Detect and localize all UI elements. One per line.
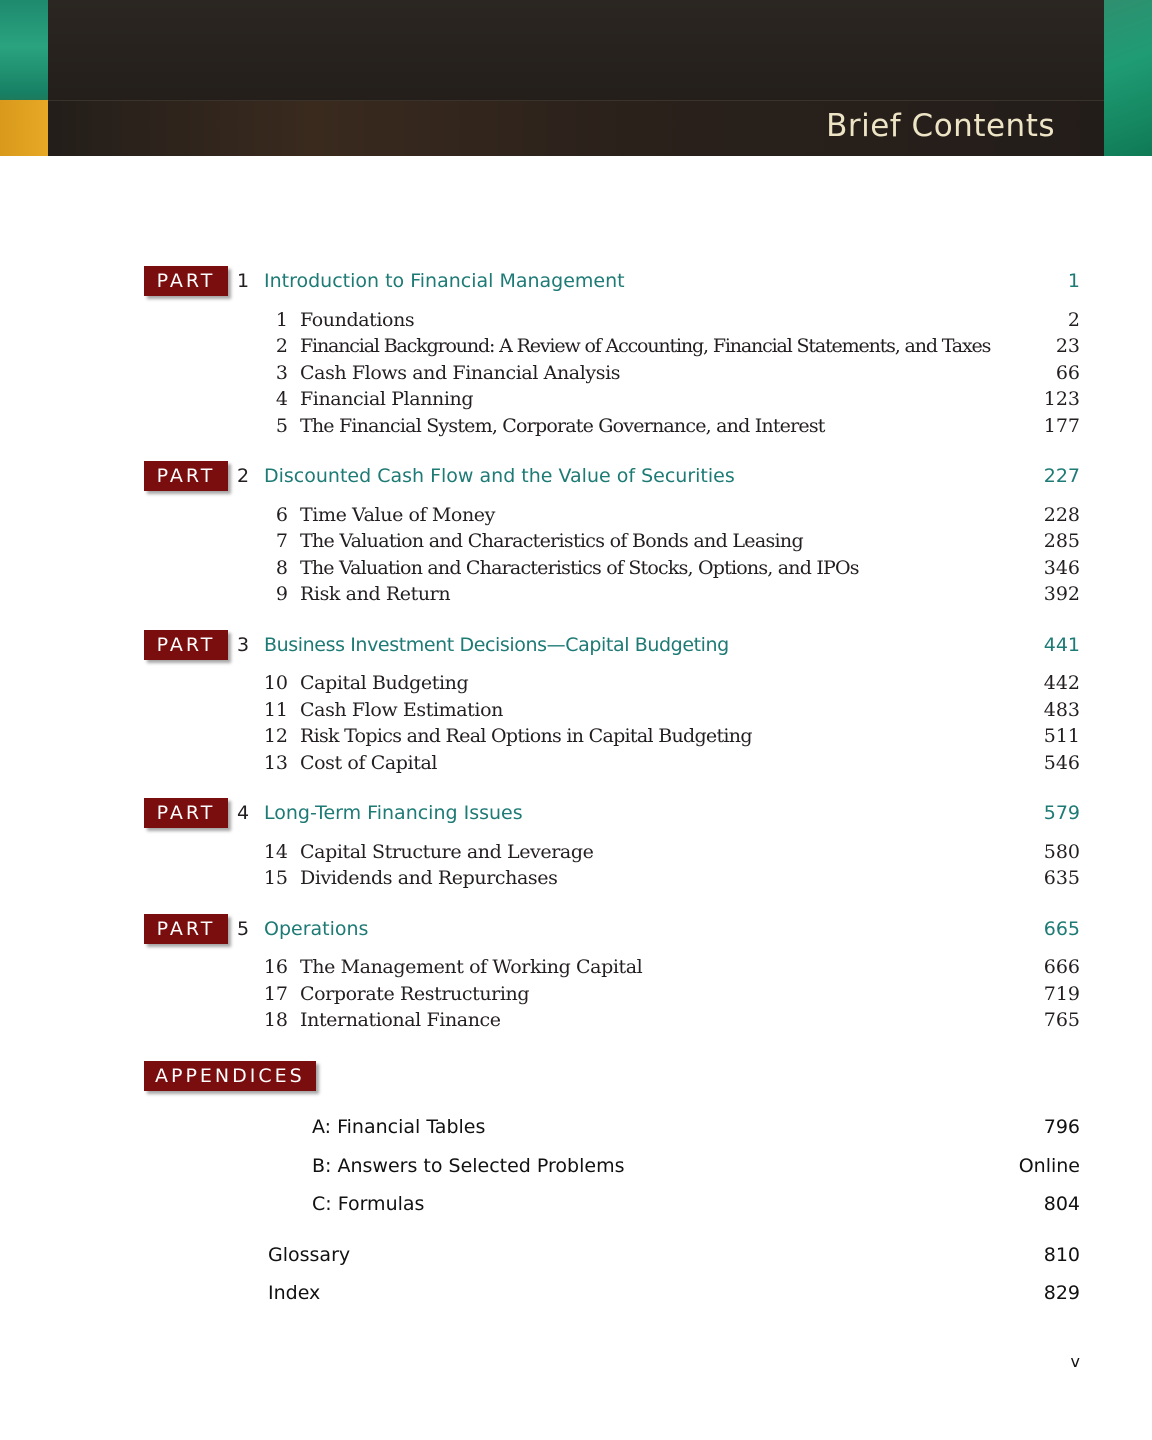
part-badge: PART <box>144 630 228 660</box>
chapter-number: 6 <box>275 504 288 526</box>
chapter-page: 2 <box>1067 309 1080 331</box>
chapter-title[interactable]: International Finance <box>300 1009 501 1031</box>
chapter-title[interactable]: Corporate Restructuring <box>300 983 530 1005</box>
appendix-page: 796 <box>1043 1116 1080 1138</box>
chapter-page: 66 <box>1055 362 1080 384</box>
part-number: 2 <box>236 465 250 487</box>
chapter-title[interactable]: Cost of Capital <box>300 752 438 774</box>
appendix-title[interactable]: B: Answers to Selected Problems <box>312 1155 625 1177</box>
chapter-page: 580 <box>1043 841 1080 863</box>
glossary-title[interactable]: Glossary <box>268 1244 351 1266</box>
chapter-number: 18 <box>263 1009 288 1031</box>
chapter-number: 3 <box>275 362 288 384</box>
glossary-page: 810 <box>1043 1244 1080 1266</box>
index-title[interactable]: Index <box>268 1282 321 1304</box>
chapter-title[interactable]: Risk Topics and Real Options in Capital Budgeting <box>300 725 752 747</box>
chapter-page: 346 <box>1043 557 1080 579</box>
chapter-number: 9 <box>275 583 288 605</box>
part-page: 1 <box>1067 270 1080 292</box>
appendix-page: 804 <box>1043 1193 1080 1215</box>
appendix-title[interactable]: A: Financial Tables <box>312 1116 486 1138</box>
part-number: 1 <box>236 270 250 292</box>
part-page: 441 <box>1043 634 1080 656</box>
chapter-title[interactable]: Capital Budgeting <box>300 672 469 694</box>
chapter-number: 7 <box>275 530 288 552</box>
page-title: Brief Contents <box>826 108 1055 144</box>
chapter-title[interactable]: Capital Structure and Leverage <box>300 841 594 863</box>
part-page: 665 <box>1043 918 1080 940</box>
chapter-number: 8 <box>275 557 288 579</box>
chapter-number: 14 <box>263 841 288 863</box>
chapter-page: 123 <box>1043 388 1080 410</box>
chapter-page: 635 <box>1043 867 1080 889</box>
chapter-title[interactable]: Dividends and Repurchases <box>300 867 558 889</box>
part-title[interactable]: Business Investment Decisions—Capital Budgeting <box>264 634 729 656</box>
part-number: 3 <box>236 634 250 656</box>
chapter-number: 5 <box>275 415 288 437</box>
chapter-number: 13 <box>263 752 288 774</box>
header-banner <box>0 0 1152 156</box>
index-page: 829 <box>1043 1282 1080 1304</box>
chapter-number: 2 <box>275 335 288 357</box>
chapter-page: 285 <box>1043 530 1080 552</box>
chapter-page: 511 <box>1043 725 1080 747</box>
chapter-number: 4 <box>275 388 288 410</box>
part-badge: PART <box>144 798 228 828</box>
banner-right-accent <box>1104 0 1152 156</box>
part-number: 4 <box>236 802 250 824</box>
chapter-page: 765 <box>1043 1009 1080 1031</box>
chapter-page: 666 <box>1043 956 1080 978</box>
part-page: 227 <box>1043 465 1080 487</box>
chapter-title[interactable]: The Valuation and Characteristics of Bonds and Leasing <box>300 530 803 552</box>
chapter-title[interactable]: Time Value of Money <box>300 504 495 526</box>
chapter-number: 12 <box>263 725 288 747</box>
chapter-number: 10 <box>263 672 288 694</box>
chapter-number: 15 <box>263 867 288 889</box>
chapter-title[interactable]: Cash Flows and Financial Analysis <box>300 362 621 384</box>
chapter-page: 23 <box>1055 335 1080 357</box>
chapter-page: 483 <box>1043 699 1080 721</box>
part-title[interactable]: Operations <box>264 918 369 940</box>
part-title[interactable]: Long-Term Financing Issues <box>264 802 523 824</box>
chapter-page: 546 <box>1043 752 1080 774</box>
chapter-page: 719 <box>1043 983 1080 1005</box>
chapter-title[interactable]: The Valuation and Characteristics of Stocks, Options, and IPOs <box>300 557 859 579</box>
part-badge: PART <box>144 461 228 491</box>
chapter-title[interactable]: Financial Planning <box>300 388 474 410</box>
appendix-title[interactable]: C: Formulas <box>312 1193 425 1215</box>
chapter-number: 11 <box>263 699 288 721</box>
chapter-page: 442 <box>1043 672 1080 694</box>
chapter-number: 1 <box>275 309 288 331</box>
chapter-page: 392 <box>1043 583 1080 605</box>
part-badge: PART <box>144 914 228 944</box>
chapter-title[interactable]: The Financial System, Corporate Governance, and Interest <box>300 415 825 437</box>
chapter-title[interactable]: Risk and Return <box>300 583 451 605</box>
chapter-number: 17 <box>263 983 288 1005</box>
part-page: 579 <box>1043 802 1080 824</box>
chapter-title[interactable]: The Management of Working Capital <box>300 956 643 978</box>
chapter-page: 228 <box>1043 504 1080 526</box>
chapter-title[interactable]: Financial Background: A Review of Accounting, Financial Statements, and Taxes <box>300 335 991 357</box>
chapter-number: 16 <box>263 956 288 978</box>
part-number: 5 <box>236 918 250 940</box>
part-title[interactable]: Discounted Cash Flow and the Value of Securities <box>264 465 735 487</box>
chapter-title[interactable]: Cash Flow Estimation <box>300 699 503 721</box>
chapter-title[interactable]: Foundations <box>300 309 415 331</box>
part-badge: PART <box>144 266 228 296</box>
page-number: v <box>1070 1352 1080 1371</box>
appendix-page: Online <box>1018 1155 1080 1177</box>
appendices-badge: APPENDICES <box>144 1061 316 1091</box>
chapter-page: 177 <box>1043 415 1080 437</box>
part-title[interactable]: Introduction to Financial Management <box>264 270 625 292</box>
banner-gold-accent <box>0 100 48 156</box>
